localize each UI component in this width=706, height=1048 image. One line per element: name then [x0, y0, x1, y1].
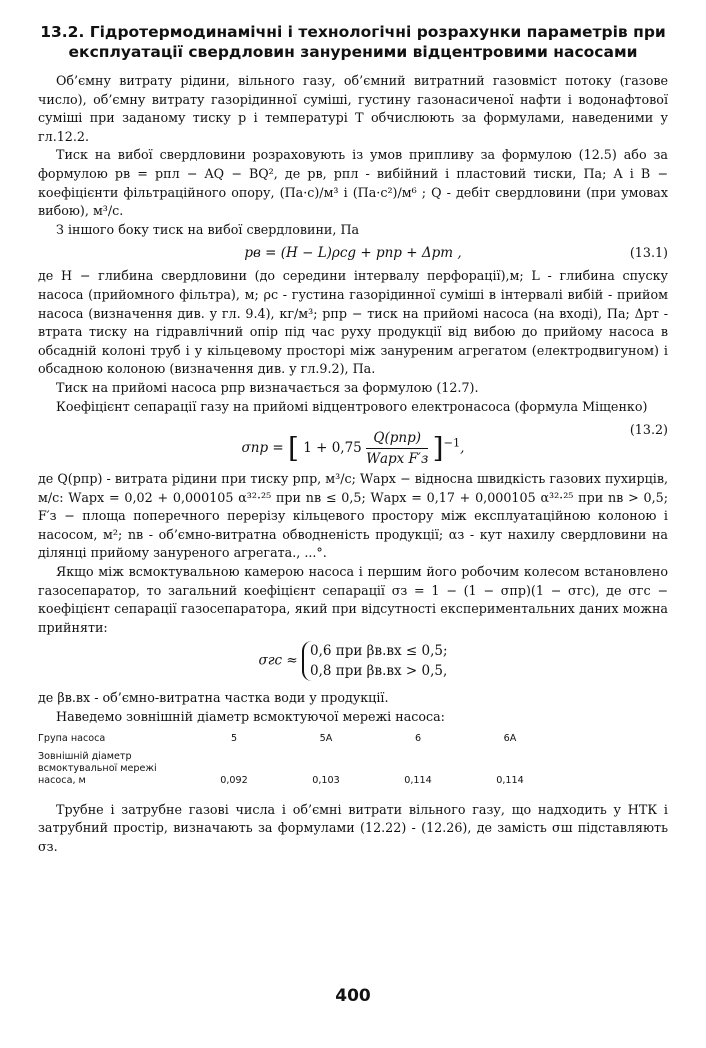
table-group-6: 6 [414, 732, 422, 744]
equation-13-2-fraction [366, 428, 428, 469]
table-group-6a: 6А [503, 732, 517, 744]
paragraph-definitions-13-2: де Q(pпр) - витрата рідини при тиску pпр, м³/с; Wарх − відносна швидкість газових пухирців, м/с: Wарх = 0,02 + 0,000105 α³²·²⁵ при nв ≤ 0,5; Wарх = 0,17 + 0,000105 α³²·²⁵ при nв > 0,5; F′з − площа поперечного перерізу кільцевого простору між експлуатаційною колоною і насосом, м²; nв - об’ємно-витратна обводненість продукції; αз - кут нахилу свердловини на ділянці прийому зануреного агрегата., ...°. [38, 471, 668, 561]
pump-diameter-table [38, 733, 668, 787]
equation-sigma-gs-lhs: σгс ≈ [258, 652, 298, 669]
section-title: 13.2. Гідротермодинамічні і технологічні розрахунки параметрів при експлуатації свердловин зануреними відцентровими насосами [40, 23, 666, 61]
equation-13-2-lhs: σпр = [241, 440, 284, 457]
paragraph-flow-rates: Об’ємну витрату рідини, вільного газу, об’ємний витратний газовміст потоку (газове число), об’ємну витрату газорідинної суміші, густину газонасиченої нафти і водонафтової суміші при заданому тиску p і температурі T обчислюють за формулами, наведеними у гл.12.2. [38, 73, 668, 144]
table-header-row [38, 733, 668, 745]
paragraph-water-fraction: де βв.вх - об’ємно-витратна частка води у продукції. [38, 690, 389, 706]
page-number: 400 [335, 986, 371, 1006]
equation-sigma-gs-system [302, 641, 448, 681]
equation-13-2-number: (13.2) [629, 422, 668, 438]
table-row-label: Зовнішній діаметр всмоктувальної мережі насоса, м [38, 750, 157, 786]
equation-13-2 [38, 420, 668, 466]
table-header-label: Група насоса [38, 732, 106, 744]
equation-13-2-denominator: Wарх F′з [366, 451, 429, 468]
equation-13-2-exponent: −1 [443, 436, 461, 450]
equation-13-2-bracket-close: ] [432, 431, 444, 465]
paragraph-gas-numbers: Трубне і затрубне газові числа і об’ємні витрати вільного газу, що надходить у НТК і затрубний простір, визначають за формулами (12.22) - (12.26), де замість σш підставляють σз. [38, 801, 668, 854]
paragraph-table-intro: Наведемо зовнішній діаметр всмоктуючої мережі насоса: [56, 709, 445, 725]
equation-13-2-bracket-open: [ [287, 431, 299, 465]
equation-13-2-numerator: Q(pпр) [366, 428, 428, 449]
equation-13-1-number: (13.1) [629, 245, 668, 261]
table-value-6a: 0,114 [496, 774, 524, 786]
table-value-6: 0,114 [404, 774, 432, 786]
paragraph-definitions-13-1: де H − глибина свердловини (до середини інтервалу перфорації),м; L - глибина спуску насоса (прийомного фільтра), м; ρс - густина газорідинної суміші в інтервалі вибій - прийом насоса (визначення див. у гл. 9.4), кг/м³; pпр − тиск на прийомі насоса (на вході), Па; Δpт - втрата тиску на гідравлічний опір під час руху продукції від вибою до прийому насоса в обсадній колоні труб і у кільцевому просторі між зануреним агрегатом (електродвигуном) і обсадною колоною (визначення див. у гл.9.2), Па. [38, 268, 668, 377]
table-value-5: 0,092 [220, 774, 248, 786]
table-row [38, 751, 668, 787]
equation-sigma-gs [38, 641, 668, 685]
equation-13-1-formula: pв = (H − L)ρсg + pпр + Δpт , [244, 245, 462, 262]
equation-sigma-gs-case-2: 0,8 при βв.вх > 0,5, [309, 663, 448, 680]
paragraph-intake-pressure: Тиск на прийомі насоса pпр визначається за формулою (12.7). [56, 379, 479, 395]
equation-13-2-tail: , [460, 440, 465, 457]
equation-sigma-gs-case-1: 0,6 при βв.вх ≤ 0,5; [309, 643, 448, 660]
table-value-5a: 0,103 [312, 774, 340, 786]
equation-13-2-term: 1 + 0,75 [303, 440, 362, 457]
paragraph-gas-separator: Якщо між всмоктувальною камерою насоса і першим його робочим колесом встановлено газосепаратор, то загальний коефіцієнт сепарації σз = 1 − (1 − σпр)(1 − σгс), де σгс − коефіцієнт сепарації газосепаратора, який при відсутності експериментальних даних можна прийняти: [38, 564, 668, 635]
paragraph-bottomhole-pressure: Тиск на вибої свердловини розраховують із умов припливу за формулою (12.5) або за формулою pв = pпл − AQ − BQ², де pв, pпл - вибійний і пластовий тиски, Па; A і B − коефіцієнти фільтраційного опору, (Па·с)/м³ і (Па·с²)/м⁶ ; Q - дебіт свердловини (при умовах вибою), м³/с. [38, 147, 668, 219]
paragraph-other-side: З іншого боку тиск на вибої свердловини, Па [56, 221, 360, 237]
table-group-5a: 5А [319, 732, 333, 744]
equation-13-1 [38, 243, 668, 263]
table-group-5: 5 [230, 732, 238, 744]
paragraph-separation-coefficient: Коефіцієнт сепарації газу на прийомі відцентрового електронасоса (формула Міщенко) [56, 398, 648, 414]
